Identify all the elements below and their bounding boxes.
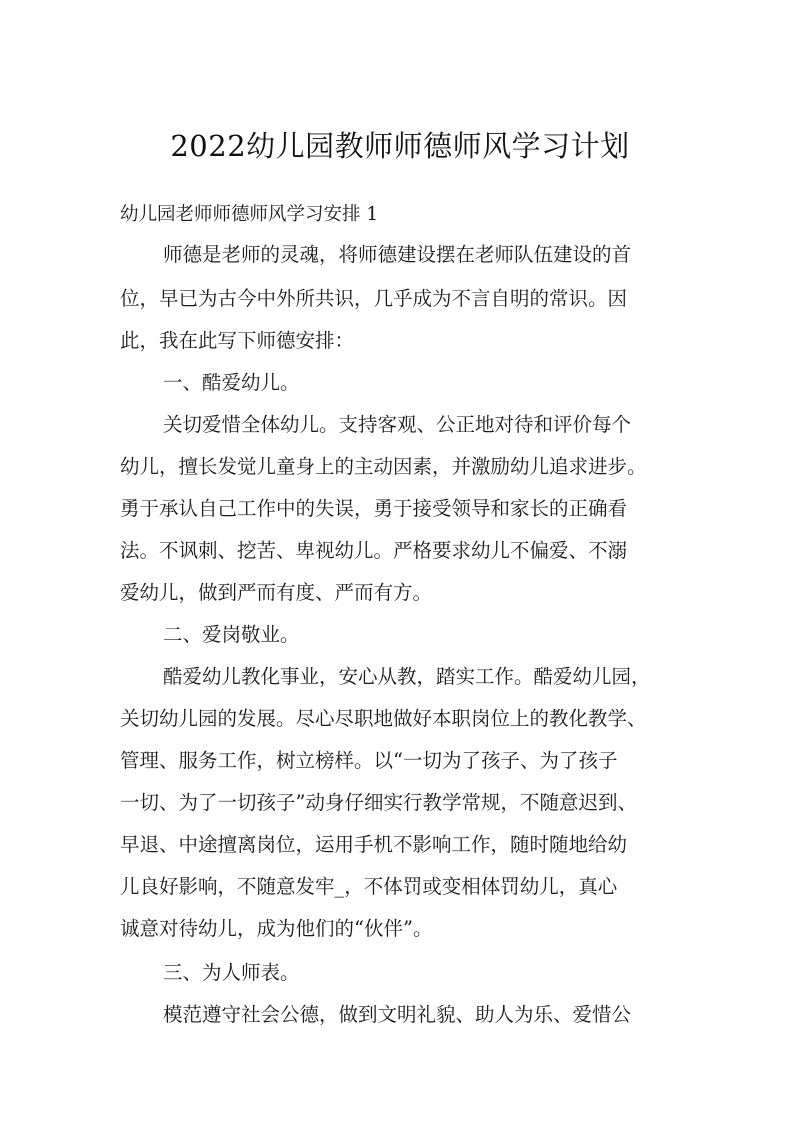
paragraph-line: 模范遵守社会公德，做到文明礼貌、助人为乐、爱惜公 [163,1003,632,1026]
paragraph-line: 法。不讽刺、挖苦、卑视幼儿。严格要求幼儿不偏爱、不溺 [120,539,628,562]
paragraph-line: 幼儿，擅长发觉儿童身上的主动因素，并激励幼儿追求进步。 [120,455,647,478]
section-heading: 三、为人师表。 [163,961,300,984]
paragraph-line: 诚意对待幼儿，成为他们的“伙伴”。 [120,917,433,940]
paragraph-line: 关切幼儿园的发展。尽心尽职地做好本职岗位上的教化教学、 [120,707,647,730]
paragraph-line: 儿良好影响，不随意发牢_，不体罚或变相体罚幼儿，真心 [120,875,618,898]
paragraph-line: 师德是老师的灵魂，将师德建设摆在老师队伍建设的首 [163,243,632,266]
paragraph-line: 勇于承认自己工作中的失误，勇于接受领导和家长的正确看 [120,497,628,520]
paragraph-line: 一切、为了一切孩子”动身仔细实行教学常规，不随意迟到、 [120,791,637,814]
section-heading: 二、爱岗敬业。 [163,623,300,646]
paragraph-line: 酷爱幼儿教化事业，安心从教，踏实工作。酷爱幼儿园， [163,665,651,688]
paragraph-line: 早退、中途擅离岗位，运用手机不影响工作，随时随地给幼 [120,833,628,856]
section-heading: 一、酷爱幼儿。 [163,371,300,394]
paragraph-line: 关切爱惜全体幼儿。支持客观、公正地对待和评价每个 [163,413,632,436]
paragraph-line: 爱幼儿，做到严而有度、严而有方。 [120,581,433,604]
paragraph-line: 此，我在此写下师德安排： [120,329,355,352]
document-title: 2022幼儿园教师师德师风学习计划 [170,129,630,163]
paragraph-line: 管理、服务工作，树立榜样。以“一切为了孩子、为了孩子 [120,749,618,772]
paragraph-line: 位，早已为古今中外所共识，几乎成为不言自明的常识。因 [120,287,628,310]
document-subtitle: 幼儿园老师师德师风学习安排 1 [120,204,379,225]
